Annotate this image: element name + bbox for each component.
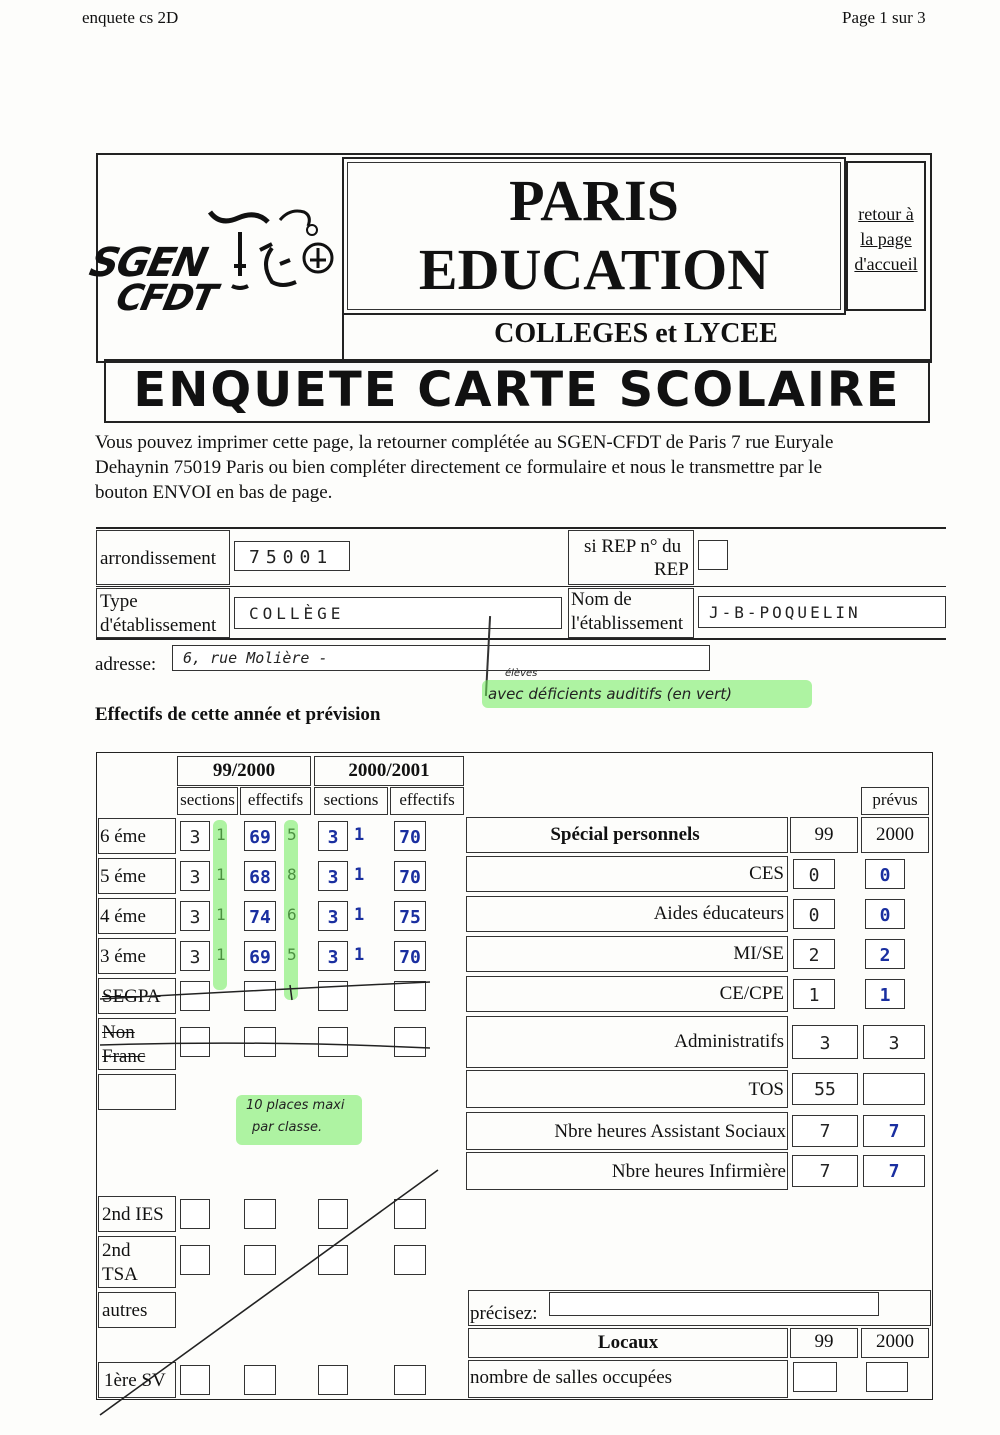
intro-line3: bouton ENVOI en bas de page. <box>95 482 333 503</box>
type-label-l2: d'établissement <box>100 615 217 636</box>
value: 2 <box>808 945 820 966</box>
sv-label: 1ère SV <box>104 1370 166 1391</box>
class-label: 4 éme <box>100 906 146 927</box>
nonfranc-label-l2: Franc <box>102 1046 146 1067</box>
arr-label: arrondissement <box>100 548 217 569</box>
special-label: Administratifs <box>674 1031 784 1052</box>
type-label-l1: Type <box>100 591 138 612</box>
special-col99: 99 <box>814 824 834 845</box>
special-label: MI/SE <box>733 943 784 964</box>
diagonal-strike <box>100 1170 438 1415</box>
value: 3 <box>327 867 339 888</box>
tsa-label-l1: 2nd <box>102 1240 131 1261</box>
return-link-line2[interactable]: la page <box>860 229 912 249</box>
value: 3 <box>327 947 339 968</box>
arr-value: 75001 <box>249 547 334 568</box>
value: 7 <box>888 1121 900 1142</box>
sections-2000-extra: 1 <box>354 865 365 885</box>
col-prevus-label: prévus <box>872 790 918 809</box>
value: 0 <box>879 865 891 886</box>
return-link-line1[interactable]: retour à <box>858 204 914 224</box>
value: 75 <box>399 907 421 928</box>
value: 7 <box>819 1121 831 1142</box>
value: 69 <box>249 827 271 848</box>
value: 3 <box>189 827 201 848</box>
value: 69 <box>249 947 271 968</box>
special-label: Nbre heures Assistant Sociaux <box>554 1121 786 1142</box>
value: 7 <box>819 1161 831 1182</box>
addr-value: 6, rue Molière - <box>183 649 328 667</box>
value: 3 <box>819 1033 831 1054</box>
value: 7 <box>888 1161 900 1182</box>
class-label: 3 éme <box>100 946 146 967</box>
banner-title: ENQUETE CARTE SCOLAIRE <box>133 362 901 418</box>
value: 68 <box>249 867 271 888</box>
year2: 2000/2001 <box>348 760 430 781</box>
class-label: 6 éme <box>100 826 146 847</box>
annotation-tick <box>290 985 292 1000</box>
nonfranc-strike <box>100 1043 430 1048</box>
salles-label: nombre de salles occupées <box>470 1367 673 1388</box>
deaf-note-small: élèves <box>505 668 538 679</box>
col-sections-1-label: sections <box>180 790 235 809</box>
value: 0 <box>808 905 820 926</box>
value: 1 <box>879 985 891 1006</box>
rep-label-l1: si REP n° du <box>584 536 682 557</box>
title-paris: PARIS <box>509 168 679 233</box>
special-title: Spécial personnels <box>550 824 700 845</box>
locaux-col2000: 2000 <box>876 1331 914 1352</box>
special-label: CE/CPE <box>719 983 784 1004</box>
svg-text:CFDT: CFDT <box>112 276 220 319</box>
value: 3 <box>189 907 201 928</box>
special-col2000: 2000 <box>876 824 914 845</box>
value: 2 <box>879 945 891 966</box>
special-label: TOS <box>748 1079 784 1100</box>
segpa-strike <box>100 982 430 999</box>
subtitle: COLLEGES et LYCEE <box>494 318 778 349</box>
locaux-col99: 99 <box>814 1331 834 1352</box>
value: 0 <box>879 905 891 926</box>
value: 0 <box>808 865 820 886</box>
value: 70 <box>399 867 421 888</box>
ies-label: 2nd IES <box>102 1204 164 1225</box>
deaf-note: avec déficients auditifs (en vert) <box>488 685 733 703</box>
value: 3 <box>189 867 201 888</box>
value: 55 <box>814 1079 836 1100</box>
autres-label: autres <box>102 1300 148 1321</box>
value: 3 <box>327 907 339 928</box>
special-label: CES <box>749 863 784 884</box>
nom-label-l2: l'établissement <box>571 613 684 634</box>
page-number: Page 1 sur 3 <box>842 8 926 27</box>
value: 3 <box>327 827 339 848</box>
nom-label-l1: Nom de <box>571 589 632 610</box>
nom-value: J-B-POQUELIN <box>709 603 861 622</box>
precisez-label: précisez: <box>470 1303 538 1324</box>
intro-line1: Vous pouvez imprimer cette page, la retourner complétée au SGEN-CFDT de Paris 7 rue Euryale <box>95 432 834 453</box>
effectifs-heading: Effectifs de cette année et prévision <box>95 704 381 725</box>
sections-2000-extra: 1 <box>354 905 365 925</box>
special-label: Nbre heures Infirmière <box>611 1161 786 1182</box>
value: 3 <box>189 947 201 968</box>
intro-line2: Dehaynin 75019 Paris ou bien compléter directement ce formulaire et nous le transmettre par le <box>95 457 823 478</box>
year1: 99/2000 <box>212 760 276 781</box>
value: 70 <box>399 827 421 848</box>
rep-label-l2: REP <box>654 559 689 580</box>
value: 1 <box>808 985 820 1006</box>
tsa-label-l2: TSA <box>102 1264 138 1285</box>
col-effectifs-2-label: effectifs <box>399 790 455 809</box>
addr-label: adresse: <box>95 654 157 675</box>
places-note-l1: 10 places maxi <box>246 1098 345 1113</box>
value: 70 <box>399 947 421 968</box>
value: 3 <box>888 1033 900 1054</box>
value: 74 <box>249 907 271 928</box>
svg-text:SGEN: SGEN <box>85 238 211 286</box>
special-label: Aides éducateurs <box>653 903 784 924</box>
locaux-title: Locaux <box>597 1332 659 1353</box>
places-note-l2: par classe. <box>252 1120 323 1135</box>
return-link-line3[interactable]: d'accueil <box>854 254 918 274</box>
sections-2000-extra: 1 <box>354 825 365 845</box>
document-title: enquete cs 2D <box>82 8 179 27</box>
segpa-label: SEGPA <box>102 986 161 1007</box>
title-education: EDUCATION <box>418 237 770 302</box>
type-value: COLLÈGE <box>249 604 345 623</box>
sections-2000-extra: 1 <box>354 945 365 965</box>
class-label: 5 éme <box>100 866 146 887</box>
nonfranc-label-l1: Non <box>102 1022 135 1043</box>
col-effectifs-1-label: effectifs <box>247 790 304 809</box>
col-sections-2-label: sections <box>323 790 379 809</box>
